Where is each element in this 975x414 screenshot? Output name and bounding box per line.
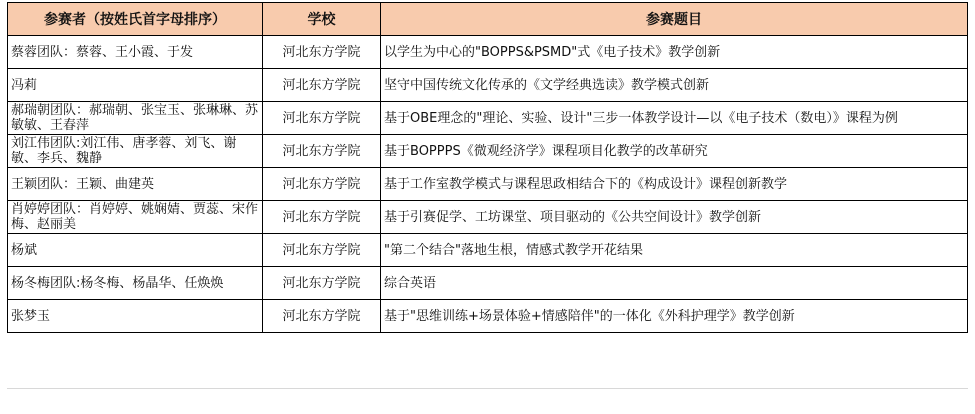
school-cell: 河北东方学院	[263, 168, 381, 201]
participants-cell: 张梦玉	[8, 300, 263, 333]
participants-cell: 刘江伟团队:刘江伟、唐孝蓉、刘飞、谢敏、李兵、魏静	[8, 135, 263, 168]
competition-table	[7, 2, 968, 333]
header-row	[8, 3, 968, 36]
topic-cell: 坚守中国传统文化传承的《文学经典选读》教学模式创新	[381, 69, 968, 102]
participants-cell: 杨冬梅团队:杨冬梅、杨晶华、任焕焕	[8, 267, 263, 300]
table-row	[8, 267, 968, 300]
participants-cell: 肖婷婷团队：肖婷婷、姚娴婧、贾蕊、宋作梅、赵丽美	[8, 201, 263, 234]
page-background	[0, 388, 975, 414]
topic-cell: 基于"思维训练+场景体验+情感陪伴"的一体化《外科护理学》教学创新	[381, 300, 968, 333]
table-row	[8, 234, 968, 267]
header-school: 学校	[263, 3, 381, 36]
table-row	[8, 102, 968, 135]
divider	[7, 388, 968, 389]
school-cell: 河北东方学院	[263, 135, 381, 168]
topic-cell: 基于引赛促学、工坊课堂、项目驱动的《公共空间设计》教学创新	[381, 201, 968, 234]
table-row	[8, 201, 968, 234]
table-row	[8, 69, 968, 102]
participants-cell: 王颖团队：王颖、曲建英	[8, 168, 263, 201]
school-cell: 河北东方学院	[263, 201, 381, 234]
topic-cell: 以学生为中心的"BOPPS&PSMD"式《电子技术》教学创新	[381, 36, 968, 69]
header-participants: 参赛者（按姓氏首字母排序）	[8, 3, 263, 36]
participants-cell: 杨斌	[8, 234, 263, 267]
table-row	[8, 300, 968, 333]
table-row	[8, 36, 968, 69]
participants-cell: 郝瑞朝团队：郝瑞朝、张宝玉、张琳琳、苏敏敏、王春萍	[8, 102, 263, 135]
topic-cell: 基于OBE理念的"理论、实验、设计"三步一体教学设计—以《电子技术（数电）》课程为例	[381, 102, 968, 135]
topic-cell: 基于工作室教学模式与课程思政相结合下的《构成设计》课程创新教学	[381, 168, 968, 201]
topic-cell: 综合英语	[381, 267, 968, 300]
school-cell: 河北东方学院	[263, 300, 381, 333]
school-cell: 河北东方学院	[263, 234, 381, 267]
topic-cell: 基于BOPPPS《微观经济学》课程项目化教学的改革研究	[381, 135, 968, 168]
school-cell: 河北东方学院	[263, 69, 381, 102]
school-cell: 河北东方学院	[263, 267, 381, 300]
participants-cell: 蔡蓉团队：蔡蓉、王小霞、于发	[8, 36, 263, 69]
participants-cell: 冯莉	[8, 69, 263, 102]
table-row	[8, 168, 968, 201]
header-topic: 参赛题目	[381, 3, 968, 36]
school-cell: 河北东方学院	[263, 102, 381, 135]
topic-cell: "第二个结合"落地生根，情感式教学开花结果	[381, 234, 968, 267]
table-row	[8, 135, 968, 168]
school-cell: 河北东方学院	[263, 36, 381, 69]
